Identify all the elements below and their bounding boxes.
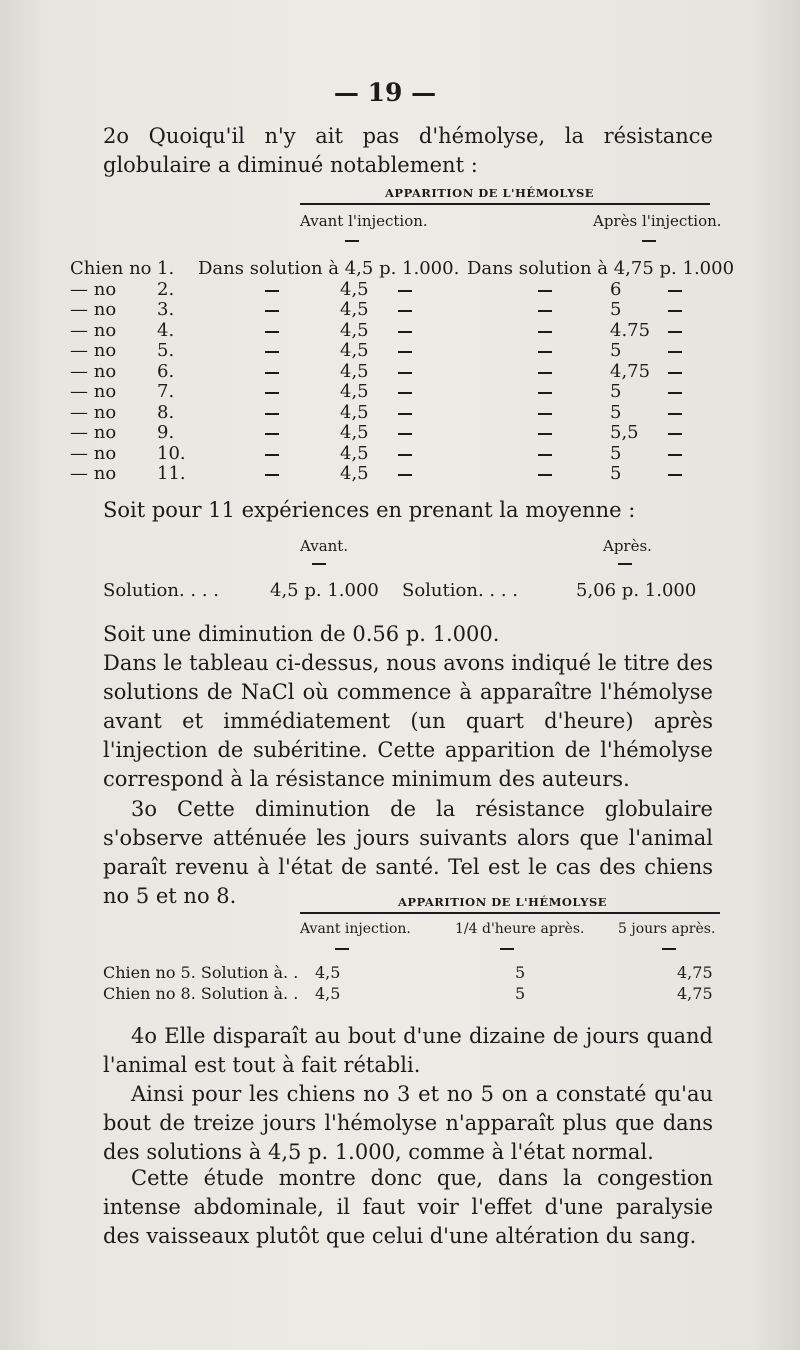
table1-ditto-dash: [265, 310, 279, 312]
table1-row-after: 5: [610, 463, 622, 484]
average-value-before: 4,5 p. 1.000: [270, 580, 379, 601]
table1-col-before: Avant l'injection.: [300, 212, 428, 230]
table2-col1-dash: [335, 948, 349, 950]
table1-col-after: Après l'injection.: [593, 212, 722, 230]
table1-row-dog: — no: [70, 340, 117, 361]
table1-ditto-dash: [538, 351, 552, 353]
table2-header: APPARITION DE L'HÉMOLYSE: [398, 895, 608, 909]
average-label-after: Solution. . . .: [402, 580, 518, 601]
table1-ditto-dash: [265, 351, 279, 353]
table1-ditto-dash: [668, 351, 682, 353]
table2-col3: 5 jours après.: [618, 921, 716, 937]
section-2-intro: 2o Quoiqu'il n'y ait pas d'hémolyse, la résistance globulaire a diminué notablement :: [103, 124, 713, 177]
section-3-text: 3o Cette diminution de la résistance globulaire s'observe atténuée les jours suivants alors que l'animal paraît revenu à l'état de santé. Tel est le cas des chiens no 5 et no 8.: [103, 797, 713, 908]
table1-ditto-dash: [668, 310, 682, 312]
table1-ditto-dash: [668, 372, 682, 374]
table1-row-before: 4,5: [340, 299, 369, 320]
table1-row-after: 6: [610, 278, 622, 300]
table1-row-number: 4.: [157, 319, 175, 341]
table1-row-dog: — no: [70, 319, 117, 341]
table1-ditto-dash: [265, 372, 279, 374]
table1-ditto-dash: [398, 372, 412, 374]
table1-ditto-dash: [265, 454, 279, 456]
table2-row-before: 4,5: [315, 984, 341, 1003]
table1-ditto-dash: [668, 433, 682, 435]
table1-ditto-dash: [668, 454, 682, 456]
table1-ditto-dash: [538, 290, 552, 292]
table1-row-before: 4,5: [340, 340, 369, 361]
table1-col-after-dash: [642, 240, 656, 242]
table1-row-before: 4,5: [340, 278, 369, 300]
table2-row-label: Chien no 5. Solution à. .: [103, 963, 299, 982]
average-value-after: 5,06 p. 1.000: [576, 580, 697, 601]
average-label-before: Solution. . . .: [103, 580, 219, 601]
table1-row-before: 4,5: [340, 422, 369, 443]
table1-row-before: Dans solution à 4,5 p. 1.000.: [198, 258, 460, 279]
table1-row-dog: — no: [70, 442, 117, 464]
table1-ditto-dash: [668, 392, 682, 394]
table1-row-number: 3.: [157, 299, 175, 320]
table1-ditto-dash: [538, 372, 552, 374]
table1-row-after: 5: [610, 381, 622, 402]
paragraph-ainsi: Ainsi pour les chiens no 3 et no 5 on a constaté qu'au bout de treize jours l'hémolyse n'apparaît plus que dans des solutions à 4,5 p. 1.000, comme à l'état normal.: [103, 1082, 713, 1164]
table2-row-five-days: 4,75: [677, 963, 713, 982]
average-col-after: Après.: [603, 537, 652, 555]
table1-ditto-dash: [538, 413, 552, 415]
table1-row-number: 10.: [157, 442, 186, 464]
table1-row-dog: — no: [70, 401, 117, 423]
table1-ditto-dash: [398, 351, 412, 353]
table2-col3-dash: [662, 948, 676, 950]
paragraph-etude: Cette étude montre donc que, dans la congestion intense abdominale, il faut voir l'effet d'une paralysie des vaisseaux plutôt que celui d'une altération du sang.: [103, 1166, 713, 1248]
table1-row-number: 9.: [157, 422, 175, 443]
table1-ditto-dash: [538, 310, 552, 312]
table1-row-number: 8.: [157, 401, 175, 423]
table1-row-number: 2.: [157, 278, 175, 300]
table1-ditto-dash: [668, 474, 682, 476]
table1-row-after: 4,75: [610, 360, 651, 382]
table1-ditto-dash: [538, 433, 552, 435]
table1-row-dog: — no: [70, 360, 117, 382]
table1-row-before: 4,5: [340, 319, 369, 341]
table1-ditto-dash: [398, 474, 412, 476]
table2-header-rule: [300, 912, 720, 914]
table1-ditto-dash: [265, 413, 279, 415]
table1-ditto-dash: [538, 331, 552, 333]
table1-row-after: 5: [610, 340, 622, 361]
table1-col-before-dash: [345, 240, 359, 242]
table2-col2: 1/4 d'heure après.: [455, 921, 585, 937]
table2-col1: Avant injection.: [300, 921, 411, 937]
table2-row-quarter-hour: 5: [515, 963, 526, 982]
table1-row-number: 11.: [157, 463, 186, 484]
table1-row-number: 7.: [157, 381, 175, 402]
table1-ditto-dash: [668, 331, 682, 333]
table1-row-after: Dans solution à 4,75 p. 1.000: [467, 258, 735, 279]
table1-ditto-dash: [265, 474, 279, 476]
average-intro: Soit pour 11 expériences en prenant la moyenne :: [103, 498, 636, 522]
average-before-dash: [312, 563, 326, 565]
table1-row-dog: — no: [70, 278, 117, 300]
average-col-before: Avant.: [300, 537, 349, 555]
table1-row-after: 5: [610, 442, 622, 464]
table1-row-after: 4.75: [610, 319, 651, 341]
table1-row-before: 4,5: [340, 442, 369, 464]
table1-row-number: 5.: [157, 340, 175, 361]
table1-row-dog: — no: [70, 463, 117, 484]
table1-ditto-dash: [265, 392, 279, 394]
table1-header-rule: [300, 203, 710, 205]
table1-ditto-dash: [668, 413, 682, 415]
table2-row-before: 4,5: [315, 963, 341, 982]
table1-ditto-dash: [398, 413, 412, 415]
table1-row-number: 6.: [157, 360, 175, 382]
table1-row-before: 4,5: [340, 401, 369, 423]
table2-row-label: Chien no 8. Solution à. .: [103, 984, 299, 1003]
average-conclusion: Soit une diminution de 0.56 p. 1.000.: [103, 622, 500, 646]
table1-ditto-dash: [398, 310, 412, 312]
table1-row-before: 4,5: [340, 463, 369, 484]
average-after-dash: [618, 563, 632, 565]
table1-row-after: 5: [610, 401, 622, 423]
table2-row-quarter-hour: 5: [515, 984, 526, 1003]
table1-ditto-dash: [398, 433, 412, 435]
table1-ditto-dash: [398, 290, 412, 292]
table1-ditto-dash: [265, 290, 279, 292]
table1-ditto-dash: [538, 454, 552, 456]
table1-ditto-dash: [538, 392, 552, 394]
table1-row-after: 5,5: [610, 422, 639, 443]
page-number: — 19 —: [333, 78, 437, 107]
table1-header: APPARITION DE L'HÉMOLYSE: [385, 186, 595, 200]
table1-ditto-dash: [668, 290, 682, 292]
paragraph-tableau: Dans le tableau ci-dessus, nous avons indiqué le titre des solutions de NaCl où commence à apparaître l'hémolyse avant et immédiatement (un quart d'heure) après l'injection de subéritine. Cette apparition de l'hémolyse correspond à la résistance minimum des auteurs.: [103, 651, 713, 791]
table1-row-before: 4,5: [340, 360, 369, 382]
section-4-text: 4o Elle disparaît au bout d'une dizaine de jours quand l'animal est tout à fait rétabli.: [103, 1024, 713, 1077]
table2-col2-dash: [500, 948, 514, 950]
table1-ditto-dash: [538, 474, 552, 476]
table1-row-dog: — no: [70, 381, 117, 402]
table1-ditto-dash: [265, 331, 279, 333]
table1-row-dog: — no: [70, 299, 117, 320]
table1-row-before: 4,5: [340, 381, 369, 402]
table1-ditto-dash: [398, 392, 412, 394]
table1-row-dog: — no: [70, 422, 117, 443]
table2-row-five-days: 4,75: [677, 984, 713, 1003]
table1-ditto-dash: [398, 454, 412, 456]
table1-ditto-dash: [265, 433, 279, 435]
table1-ditto-dash: [398, 331, 412, 333]
table1-row-number: 1.: [157, 258, 175, 279]
table1-row-dog: Chien no: [70, 258, 152, 279]
table1-row-after: 5: [610, 299, 622, 320]
